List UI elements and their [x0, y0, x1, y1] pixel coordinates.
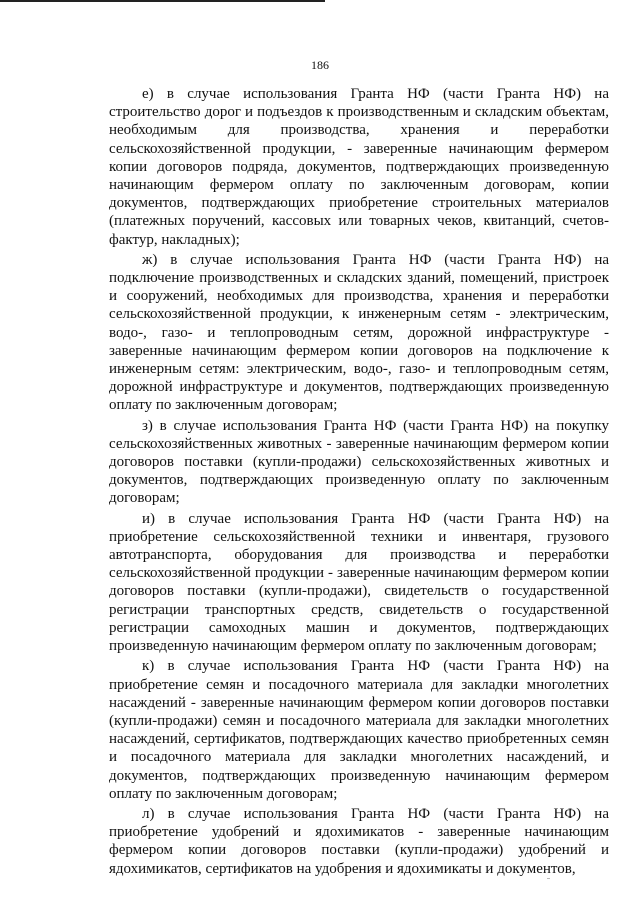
page-number: 186: [311, 58, 329, 72]
paragraph-k: к) в случае использования Гранта НФ (части Гранта НФ) на приобретение семян и посадочного материала для закладки многолетних насаждений - заверенные начинающим фермером копии договоров поставки (купли-продажи) семян и посадочного материала для закладки многолетних насаждений, сертификатов, подтверждающих качество приобретенных семян и посадочного материала для закладки многолетних насаждений, и документов, подтверждающих произведенную начинающим фермером оплату по заключенным договорам;: [109, 658, 609, 802]
text-body: [109, 85, 609, 879]
scan-artifact: [547, 878, 550, 879]
paragraph-zh: ж) в случае использования Гранта НФ (части Гранта НФ) на подключение производственных и складских зданий, помещений, пристроек и сооружений, необходимых для производства, хранения и переработки сельскохозяйственной продукции, к инженерным сетям - электрическим, водо-, газо- и теплопроводным сетям, дорожной инфраструктуре - заверенные начинающим фермером копии договоров на подключение к инженерным сетям: электрическим, водо-, газо- и теплопроводным сетям, дорожной инфраструктуре и документов, подтверждающих произведенную оплату по заключенным договорам;: [109, 251, 609, 414]
paragraph-i: и) в случае использования Гранта НФ (части Гранта НФ) на приобретение сельскохозяйственной техники и инвентаря, грузового автотранспорта, оборудования для производства и переработки сельскохозяйственной продукции - заверенные начинающим фермером копии договоров поставки (купли-продажи), свидетельств о государственной регистрации транспортных средств, свидетельств о государственной регистрации самоходных машин и документов, подтверждающих произведенную начинающим фермером оплату по заключенным договорам;: [109, 510, 609, 655]
paragraph-z: з) в случае использования Гранта НФ (части Гранта НФ) на покупку сельскохозяйственных животных - заверенные начинающим фермером копии договоров поставки (купли-продажи) сельскохозяйственных животных и документов, подтверждающих произведенную оплату по заключенным договорам;: [109, 417, 609, 507]
top-rule: [0, 0, 325, 2]
paragraph-e: е) в случае использования Гранта НФ (части Гранта НФ) на строительство дорог и подъездов к производственным и складским объектам, необходимым для производства, хранения и переработки сельскохозяйственной продукции, - заверенные начинающим фермером копии договоров подряда, документов, подтверждающих произведенную начинающим фермером оплату по заключенным договорам, копии документов, подтверждающих приобретение строительных материалов (платежных поручений, кассовых или товарных чеков, квитанций, счетов-фактур, накладных);: [109, 86, 609, 248]
paragraph-l: л) в случае использования Гранта НФ (части Гранта НФ) на приобретение удобрений и ядохимикатов - заверенные начинающим фермером копии договоров поставки (купли-продажи) удобрений и ядохимикатов, сертификатов на удобрения и ядохимикаты и документов,: [109, 805, 609, 877]
